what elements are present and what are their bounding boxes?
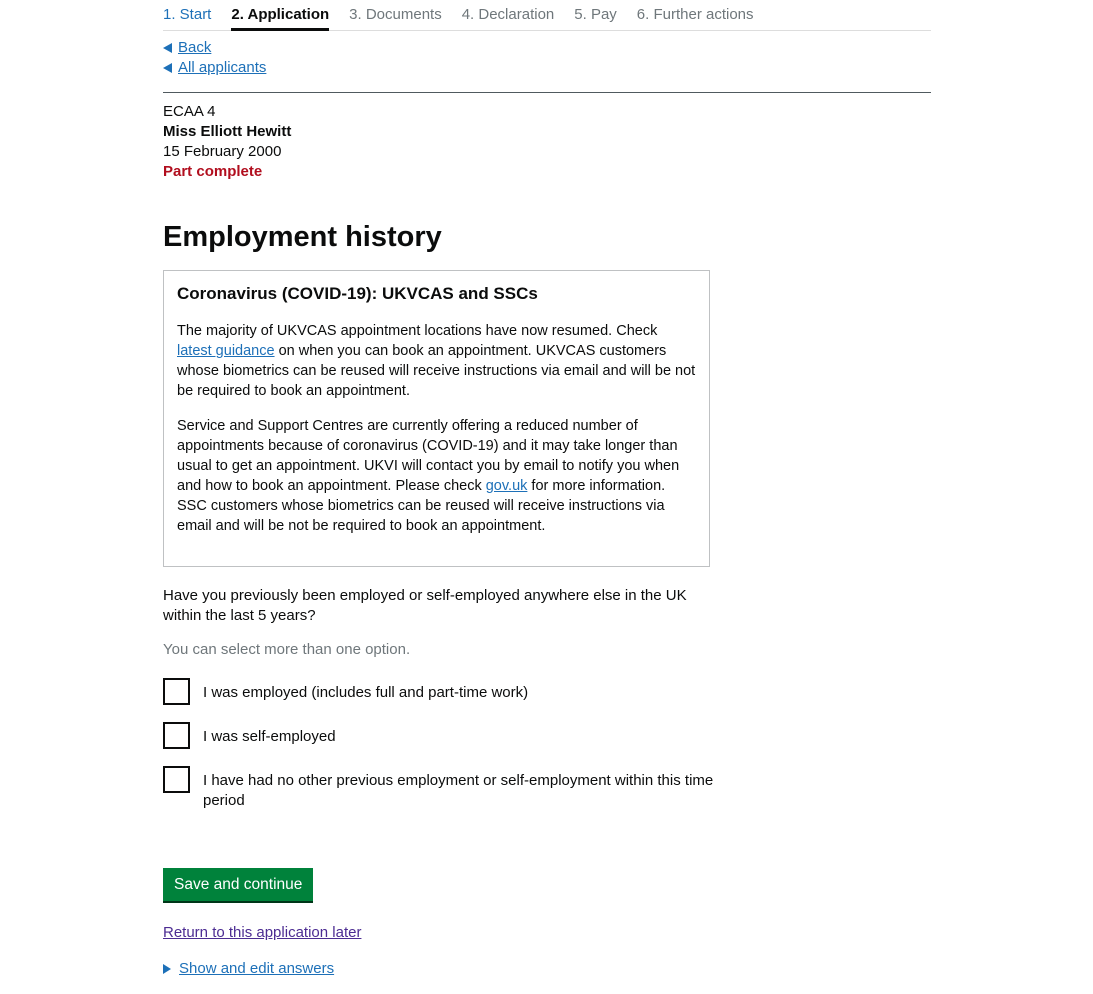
step-further-actions: 6. Further actions — [636, 6, 754, 23]
notice-paragraph-1 — [177, 321, 696, 401]
self-employed-label[interactable]: I was self-employed — [203, 728, 336, 745]
employment-options — [163, 678, 931, 811]
return-later-link[interactable]: Return to this application later — [163, 924, 362, 941]
option-self-employed[interactable] — [163, 722, 723, 749]
notice-paragraph-2 — [177, 416, 696, 536]
notice-title: Coronavirus (COVID-19): UKVCAS and SSCs — [177, 284, 538, 303]
question-hint: You can select more than one option. — [163, 641, 411, 658]
notice-p2-text-end: for more information. SSC customers whose biometrics can be reused will receive instructions via email and will be not be required to book an appointment. — [177, 478, 666, 534]
main-column — [163, 0, 931, 979]
applicant-name: Miss Elliott Hewitt — [163, 123, 292, 140]
latest-guidance-link[interactable]: latest guidance — [177, 343, 275, 359]
notice-p1-text-start: The majority of UKVCAS appointment locations have now resumed. Check — [177, 323, 658, 339]
progress-steps — [163, 0, 931, 31]
applicant-reference: ECAA 4 — [163, 103, 216, 120]
no-employment-checkbox[interactable] — [163, 766, 190, 793]
step-documents: 3. Documents — [349, 6, 442, 23]
triangle-left-icon — [163, 63, 172, 73]
step-declaration: 4. Declaration — [461, 6, 555, 23]
step-application[interactable]: 2. Application — [231, 0, 329, 31]
option-no-employment[interactable] — [163, 766, 723, 811]
question-text: Have you previously been employed or self-employed anywhere else in the UK within the last 5 years? — [163, 587, 687, 624]
back-link-label[interactable]: Back — [178, 39, 212, 56]
notice-p1-text-end: on when you can book an appointment. UKVCAS customers whose biometrics can be reused will receive instructions via email and will be not be required to book an appointment. — [177, 343, 696, 399]
all-applicants-link-label[interactable]: All applicants — [178, 59, 267, 76]
self-employed-checkbox[interactable] — [163, 722, 190, 749]
covid-notice — [163, 270, 710, 567]
gov-uk-link[interactable]: gov.uk — [485, 478, 528, 494]
triangle-left-icon — [163, 43, 172, 53]
employed-checkbox[interactable] — [163, 678, 190, 705]
step-start[interactable]: 1. Start — [163, 6, 212, 23]
all-applicants-link[interactable] — [163, 58, 931, 78]
page-title: Employment history — [163, 221, 442, 253]
show-edit-answers-toggle[interactable] — [163, 959, 931, 979]
option-employed[interactable] — [163, 678, 723, 705]
applicant-dob: 15 February 2000 — [163, 143, 282, 160]
step-pay: 5. Pay — [574, 6, 617, 23]
status-badge: Part complete — [163, 163, 263, 180]
show-edit-answers-label[interactable]: Show and edit answers — [179, 960, 335, 977]
save-and-continue-button[interactable]: Save and continue — [163, 868, 313, 901]
no-employment-label[interactable]: I have had no other previous employment or self-employment within this time period — [203, 772, 714, 809]
applicant-summary — [163, 93, 931, 182]
triangle-right-icon — [163, 964, 171, 974]
back-link[interactable] — [163, 38, 931, 58]
back-links — [163, 31, 931, 78]
notice-p2-text-start: Service and Support Centres are currently offering a reduced number of appointments because of coronavirus (COVID-19) and it may take longer than usual to get an appointment. UKVI will contact you by email to notify you when and how to book an appointment. Please check — [177, 418, 680, 494]
employed-label[interactable]: I was employed (includes full and part-time work) — [203, 684, 529, 701]
